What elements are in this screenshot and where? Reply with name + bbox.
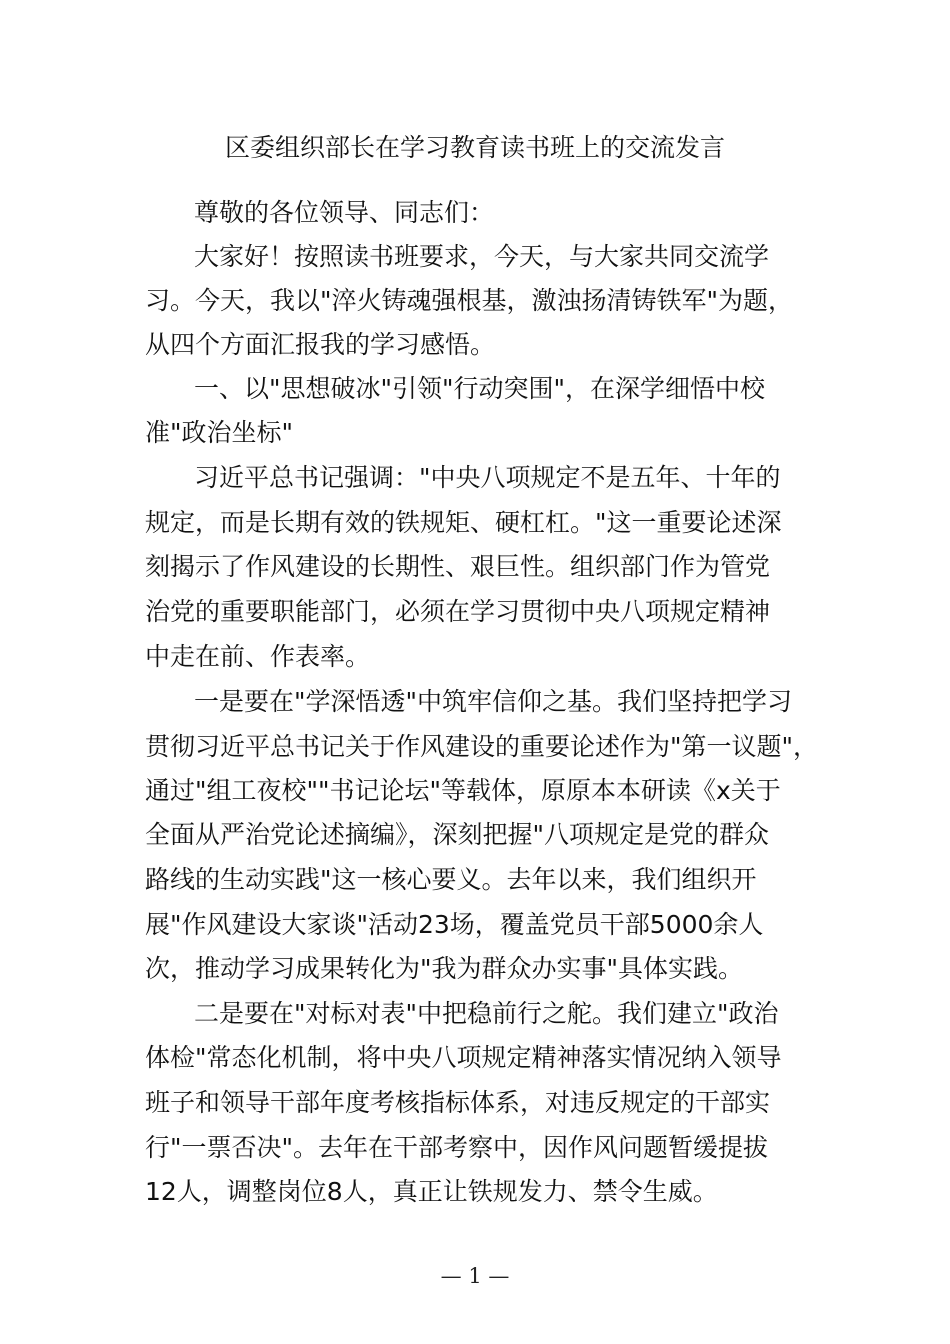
paragraph-line: 大家好！按照读书班要求，今天，与大家共同交流学 [194, 242, 770, 271]
paragraph-line: 展"作风建设大家谈"活动23场，覆盖党员干部5000余人 [145, 910, 764, 939]
paragraph-line: 规定，而是长期有效的铁规矩、硬杠杠。"这一重要论述深 [145, 508, 782, 537]
paragraph-line: 次，推动学习成果转化为"我为群众办实事"具体实践。 [145, 954, 744, 983]
paragraph-line: 二是要在"对标对表"中把稳前行之舵。我们建立"政治 [194, 999, 779, 1028]
paragraph-line: 习近平总书记强调："中央八项规定不是五年、十年的 [194, 463, 781, 492]
paragraph-line: 通过"组工夜校""书记论坛"等载体，原原本本研读《x关于 [145, 776, 781, 805]
paragraph-line: 刻揭示了作风建设的长期性、艰巨性。组织部门作为管党 [145, 552, 771, 581]
paragraph-line: 全面从严治党论述摘编》，深刻把握"八项规定是党的群众 [145, 820, 770, 849]
paragraph-line: 班子和领导干部年度考核指标体系，对违反规定的干部实 [145, 1088, 771, 1117]
paragraph-line: 12人，调整岗位8人，真正让铁规发力、禁令生威。 [145, 1177, 718, 1206]
paragraph-line: 一是要在"学深悟透"中筑牢信仰之基。我们坚持把学习 [194, 687, 793, 716]
section-heading-line: 一、以"思想破冰"引领"行动突围"，在深学细悟中校 [194, 374, 765, 403]
paragraph-line: 行"一票否决"。去年在干部考察中，因作风问题暂缓提拔 [145, 1133, 769, 1162]
document-title: 区委组织部长在学习教育读书班上的交流发言 [224, 133, 725, 162]
page-number: — 1 — [440, 1264, 510, 1288]
section-heading-line: 准"政治坐标" [145, 418, 293, 447]
paragraph-line: 路线的生动实践"这一核心要义。去年以来，我们组织开 [145, 865, 757, 894]
paragraph-line: 习。今天，我以"淬火铸魂强根基，激浊扬清铸铁军"为题， [145, 286, 794, 315]
paragraph-line: 从四个方面汇报我的学习感悟。 [145, 330, 496, 359]
paragraph-line: 体检"常态化机制，将中央八项规定精神落实情况纳入领导 [145, 1043, 782, 1072]
salutation-line: 尊敬的各位领导、同志们： [194, 198, 495, 227]
paragraph-line: 贯彻习近平总书记关于作风建设的重要论述作为"第一议题"， [145, 732, 819, 761]
paragraph-line: 治党的重要职能部门，必须在学习贯彻中央八项规定精神 [145, 597, 771, 626]
paragraph-line: 中走在前、作表率。 [145, 642, 371, 671]
